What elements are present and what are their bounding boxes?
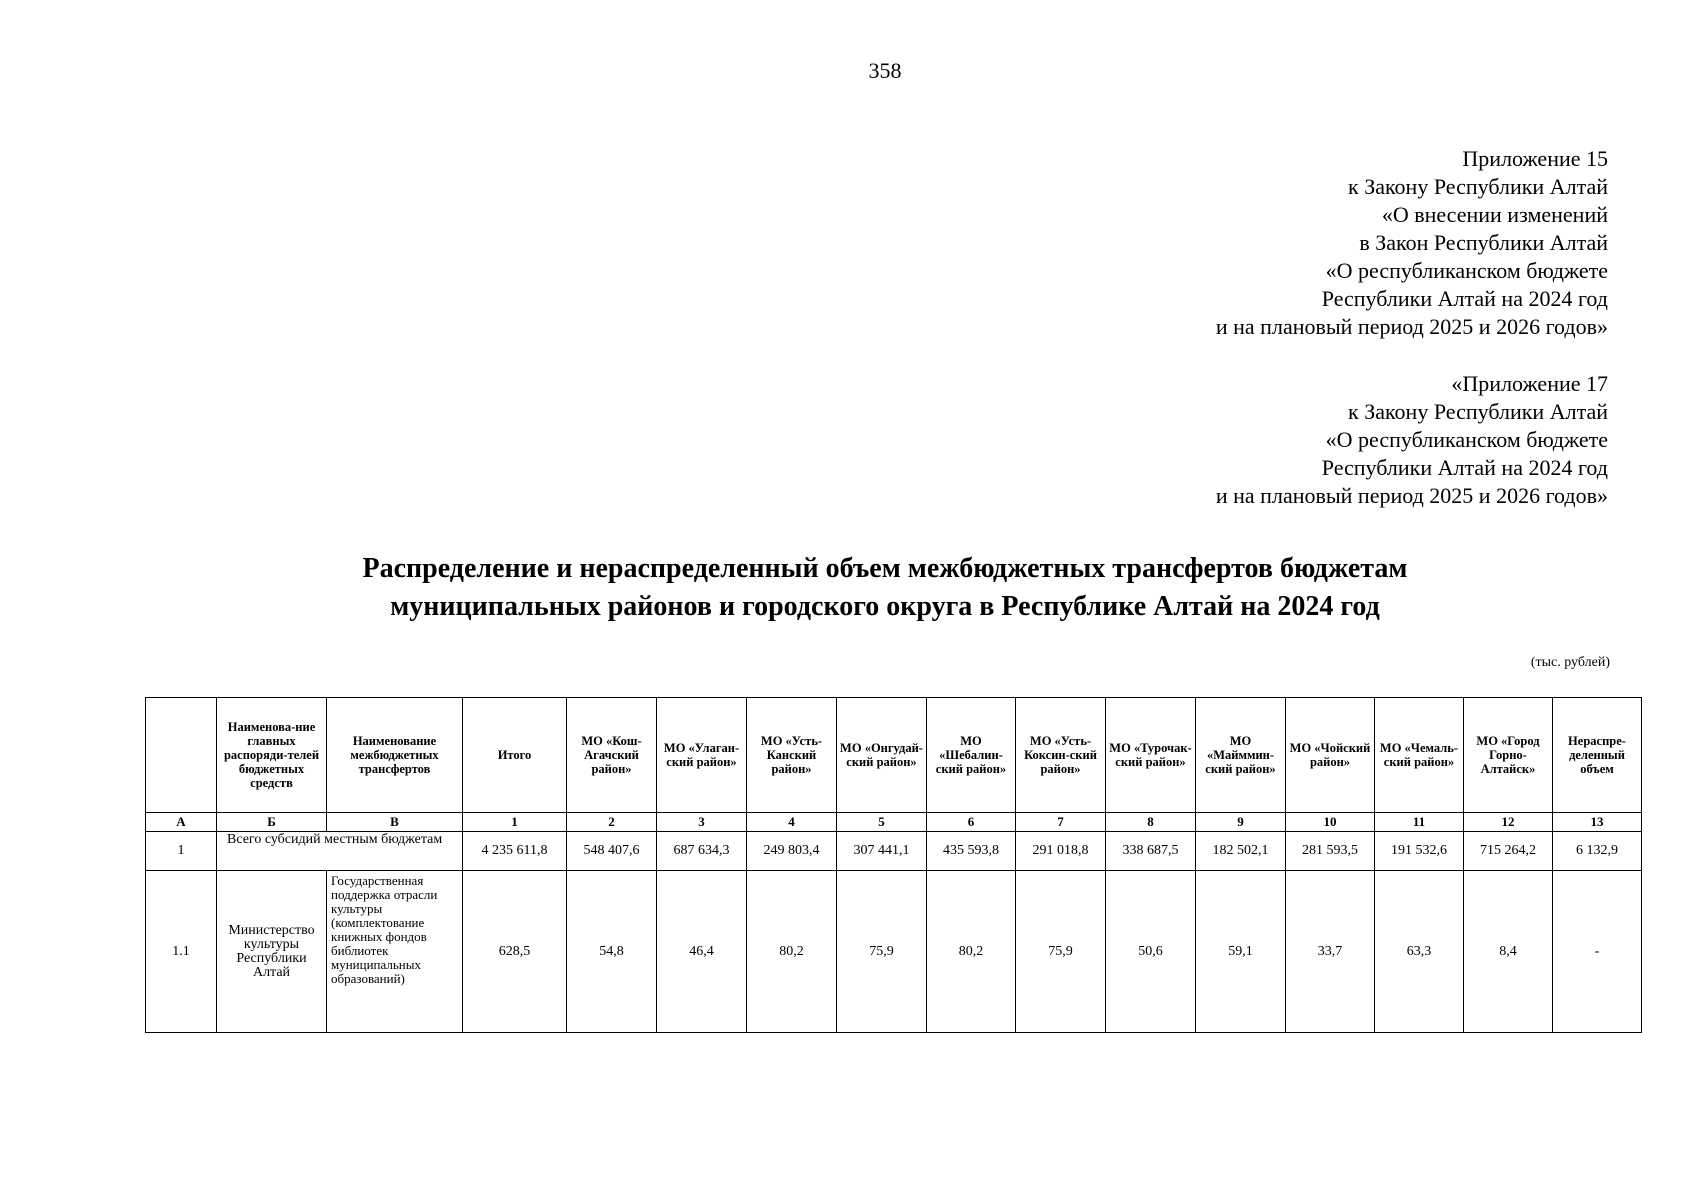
column-number: А (146, 813, 217, 832)
value-cell: 33,7 (1286, 871, 1375, 1033)
column-number: 2 (567, 813, 657, 832)
column-number: 6 (927, 813, 1016, 832)
value-cell: 628,5 (463, 871, 567, 1033)
header-cell: МО «Шебалин-ский район» (927, 698, 1016, 813)
header-cell: Наименование межбюджетных трансфертов (327, 698, 463, 813)
value-cell: 338 687,5 (1106, 832, 1196, 871)
value-cell: 80,2 (927, 871, 1016, 1033)
value-cell: 307 441,1 (837, 832, 927, 871)
header-cell: МО «Чемаль-ский район» (1375, 698, 1464, 813)
header-cell: МО «Турочак-ский район» (1106, 698, 1196, 813)
value-cell: 548 407,6 (567, 832, 657, 871)
value-cell: 80,2 (747, 871, 837, 1033)
header-cell: Нераспре-деленный объем (1553, 698, 1642, 813)
appendix-line: Республики Алтай на 2024 год (1321, 455, 1608, 480)
header-cell: Итого (463, 698, 567, 813)
appendix-line: и на плановый период 2025 и 2026 годов» (1215, 483, 1608, 508)
header-cell: Наименова-ние главных распоряди-телей бюджетных средств (217, 698, 327, 813)
table-header-row (146, 698, 1642, 813)
column-number: 9 (1196, 813, 1286, 832)
appendix-line: к Закону Республики Алтай (1348, 174, 1608, 199)
header-cell (146, 698, 217, 813)
column-number: В (327, 813, 463, 832)
value-cell: 54,8 (567, 871, 657, 1033)
value-cell: 687 634,3 (657, 832, 747, 871)
value-cell: 75,9 (837, 871, 927, 1033)
appendix-line: «О внесении изменений (1381, 202, 1608, 227)
value-cell: - (1553, 871, 1642, 1033)
row-label: Всего субсидий местным бюджетам (217, 832, 463, 871)
value-cell: 75,9 (1016, 871, 1106, 1033)
appendix-line: Республики Алтай на 2024 год (1321, 286, 1608, 311)
appendix-line: и на плановый период 2025 и 2026 годов» (1215, 314, 1608, 339)
column-number: 7 (1016, 813, 1106, 832)
appendix-17-header (1216, 370, 1608, 510)
value-cell: 281 593,5 (1286, 832, 1375, 871)
value-cell: 63,3 (1375, 871, 1464, 1033)
column-number: 12 (1464, 813, 1553, 832)
column-number: 13 (1553, 813, 1642, 832)
header-cell: МО «Кош-Агачский район» (567, 698, 657, 813)
appendix-line: к Закону Республики Алтай (1348, 399, 1608, 424)
value-cell: 291 018,8 (1016, 832, 1106, 871)
document-title (0, 550, 1698, 626)
value-cell: 191 532,6 (1375, 832, 1464, 871)
department-cell: Министерство культуры Республики Алтай (217, 871, 327, 1033)
value-cell: 8,4 (1464, 871, 1553, 1033)
transfer-cell: Государственная поддержка отрасли культуры (комплектование книжных фондов библиотек муниципальных образований) (327, 871, 463, 1033)
appendix-15-header (1216, 145, 1608, 341)
header-cell: МО «Онгудай-ский район» (837, 698, 927, 813)
value-cell: 6 132,9 (1553, 832, 1642, 871)
column-number: 8 (1106, 813, 1196, 832)
column-number: 11 (1375, 813, 1464, 832)
appendix-line: в Закон Республики Алтай (1359, 230, 1608, 255)
header-cell: МО «Майммин-ский район» (1196, 698, 1286, 813)
value-cell: 59,1 (1196, 871, 1286, 1033)
value-cell: 46,4 (657, 871, 747, 1033)
header-cell: МО «Город Горно-Алтайск» (1464, 698, 1553, 813)
value-cell: 50,6 (1106, 871, 1196, 1033)
header-cell: МО «Чойский район» (1286, 698, 1375, 813)
appendix-line: Приложение 15 (1462, 146, 1608, 171)
value-cell: 249 803,4 (747, 832, 837, 871)
header-cell: МО «Усть-Коксин-ский район» (1016, 698, 1106, 813)
appendix-line: «Приложение 17 (1451, 371, 1608, 396)
column-number: 3 (657, 813, 747, 832)
column-number: 1 (463, 813, 567, 832)
column-number: Б (217, 813, 327, 832)
units-label: (тыс. рублей) (1530, 655, 1610, 670)
table-row-item (146, 871, 1642, 1033)
value-cell: 715 264,2 (1464, 832, 1553, 871)
value-cell: 435 593,8 (927, 832, 1016, 871)
header-cell: МО «Улаган-ский район» (657, 698, 747, 813)
appendix-line: «О республиканском бюджете (1325, 258, 1608, 283)
table-row-total (146, 832, 1642, 871)
value-cell: 182 502,1 (1196, 832, 1286, 871)
row-number: 1.1 (146, 871, 217, 1033)
column-number: 4 (747, 813, 837, 832)
appendix-line: «О республиканском бюджете (1325, 427, 1608, 452)
transfers-table (145, 697, 1642, 1033)
row-number: 1 (146, 832, 217, 871)
value-cell: 4 235 611,8 (463, 832, 567, 871)
page-number: 358 (868, 58, 902, 83)
title-line: Распределение и нераспределенный объем межбюджетных трансфертов бюджетам (362, 553, 1408, 584)
column-number-row (146, 813, 1642, 832)
header-cell: МО «Усть-Канский район» (747, 698, 837, 813)
column-number: 10 (1286, 813, 1375, 832)
title-line: муниципальных районов и городского округа в Республике Алтай на 2024 год (390, 591, 1380, 622)
column-number: 5 (837, 813, 927, 832)
